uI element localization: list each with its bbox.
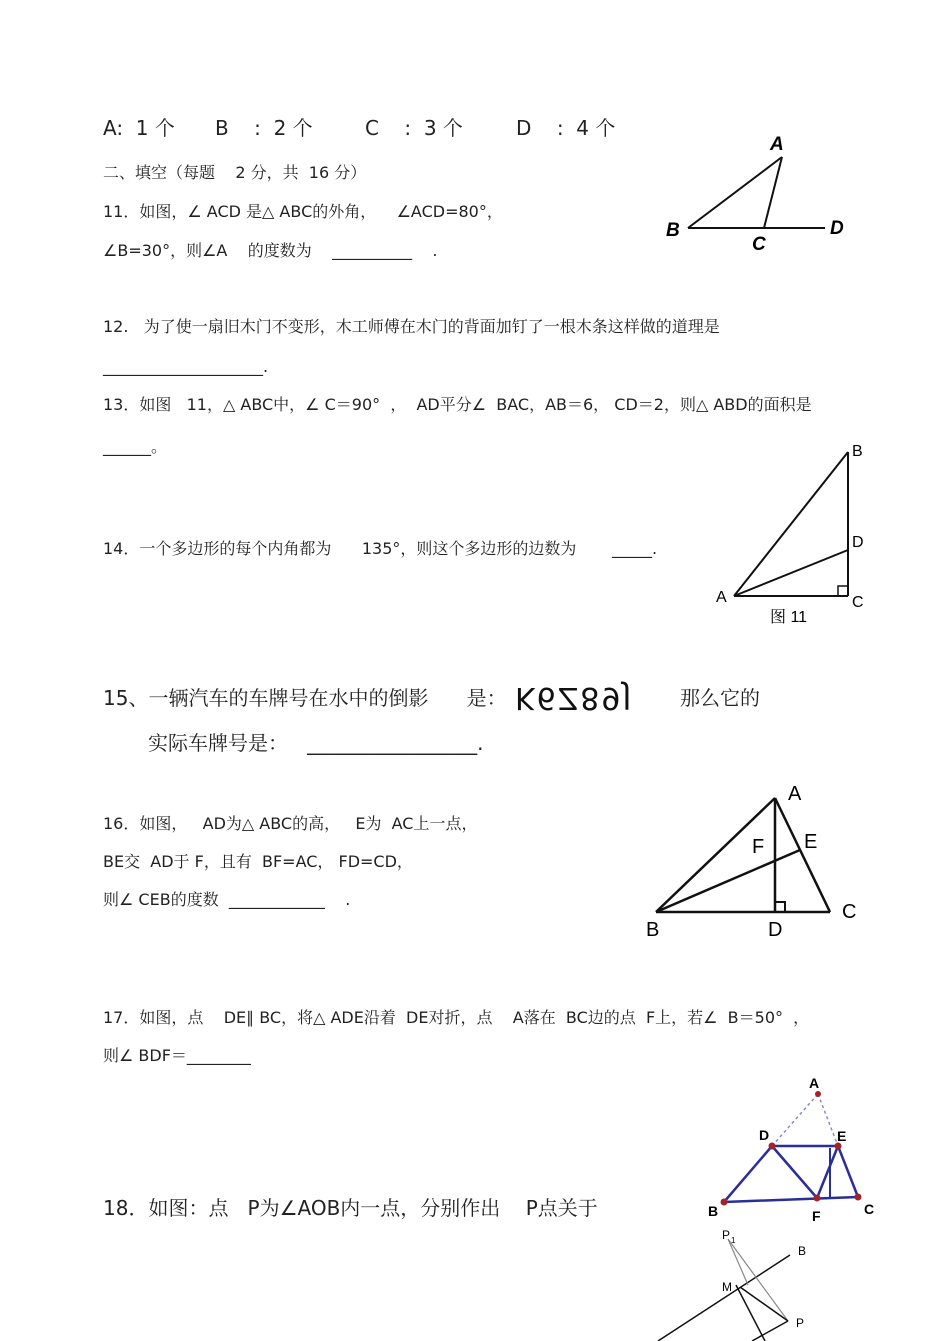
label-a: A xyxy=(716,589,727,606)
q13-line2: ______。 xyxy=(103,437,168,456)
q11-line2: ∠B=30°，则∠A 的度数为 __________ . xyxy=(103,241,438,260)
q13-line1: 13．如图 11，△ ABC中，∠ C＝90° ， AD平分∠ BAC，AB＝6， CD＝2，则△ ABD的面积是 xyxy=(103,395,812,414)
label-b: B xyxy=(646,919,660,941)
label-f: F xyxy=(812,1208,821,1224)
q15-line2: 实际车牌号是： _________________. xyxy=(148,731,484,755)
option-a: A: 1 个 xyxy=(103,116,175,140)
label-d: D xyxy=(768,919,783,941)
label-b: B xyxy=(852,443,863,460)
figure-q17 xyxy=(700,1075,890,1225)
option-b: B : 2 个 xyxy=(215,116,313,140)
label-p: P xyxy=(796,1316,805,1330)
figure-q11 xyxy=(660,130,860,260)
label-f: F xyxy=(752,836,765,858)
label-p1: P xyxy=(722,1228,731,1242)
q16-line3: 则∠ CEB的度数 ____________ . xyxy=(103,890,351,909)
license-plate-reflection: K6Z89J xyxy=(515,680,634,715)
label-d: D xyxy=(830,218,844,239)
label-p1-subscript: 1 xyxy=(731,1236,736,1245)
label-a: A xyxy=(788,783,802,805)
option-d: D : 4 个 xyxy=(516,116,616,140)
label-b: B xyxy=(666,220,680,241)
label-e: E xyxy=(804,831,818,853)
label-d: D xyxy=(852,534,864,551)
figure-q18 xyxy=(640,1225,840,1341)
q14-text: 14．一个多边形的每个内角都为 135°，则这个多边形的边数为 _____. xyxy=(103,539,658,558)
label-b: B xyxy=(798,1244,807,1258)
figure-11 xyxy=(710,440,880,630)
label-e: E xyxy=(837,1128,847,1144)
q12-line1: 12. 为了使一扇旧木门不变形，木工师傅在木门的背面加钉了一根木条这样做的道理是 xyxy=(103,317,720,336)
q16-line2: BE交 AD于 F，且有 BF=AC， FD=CD， xyxy=(103,852,413,871)
q17-line1: 17．如图，点 DE∥ BC，将△ ADE沿着 DE对折，点 A落在 BC边的点 F上，若∠ B＝50° ， xyxy=(103,1008,810,1027)
label-a: A xyxy=(809,1075,820,1091)
q18-text: 18．如图：点 P为∠AOB内一点，分别作出 P点关于 xyxy=(103,1196,598,1220)
label-c: C xyxy=(842,901,857,923)
figure-caption: 图 11 xyxy=(770,609,808,626)
q15-line1: 15、一辆汽车的车牌号在水中的倒影 是： xyxy=(103,686,507,710)
q16-line1: 16．如图， AD为△ ABC的高， E为 AC上一点， xyxy=(103,814,478,833)
label-b: B xyxy=(708,1203,719,1219)
label-c: C xyxy=(852,594,864,611)
figure-q16 xyxy=(640,780,870,945)
label-c: C xyxy=(864,1201,875,1217)
q11-line1: 11．如图，∠ ACD 是△ ABC的外角， ∠ACD=80°， xyxy=(103,202,503,221)
q17-line2: 则∠ BDF＝________ xyxy=(103,1046,251,1065)
label-a: A xyxy=(770,134,784,155)
section-heading: 二、填空（每题 2 分，共 16 分） xyxy=(103,163,367,182)
label-c: C xyxy=(752,234,766,255)
label-d: D xyxy=(759,1127,770,1143)
q12-line2: ____________________. xyxy=(103,357,269,376)
label-m: M xyxy=(722,1280,732,1294)
q15-line1-end: 那么它的 xyxy=(680,686,760,710)
option-c: C : 3 个 xyxy=(365,116,463,140)
